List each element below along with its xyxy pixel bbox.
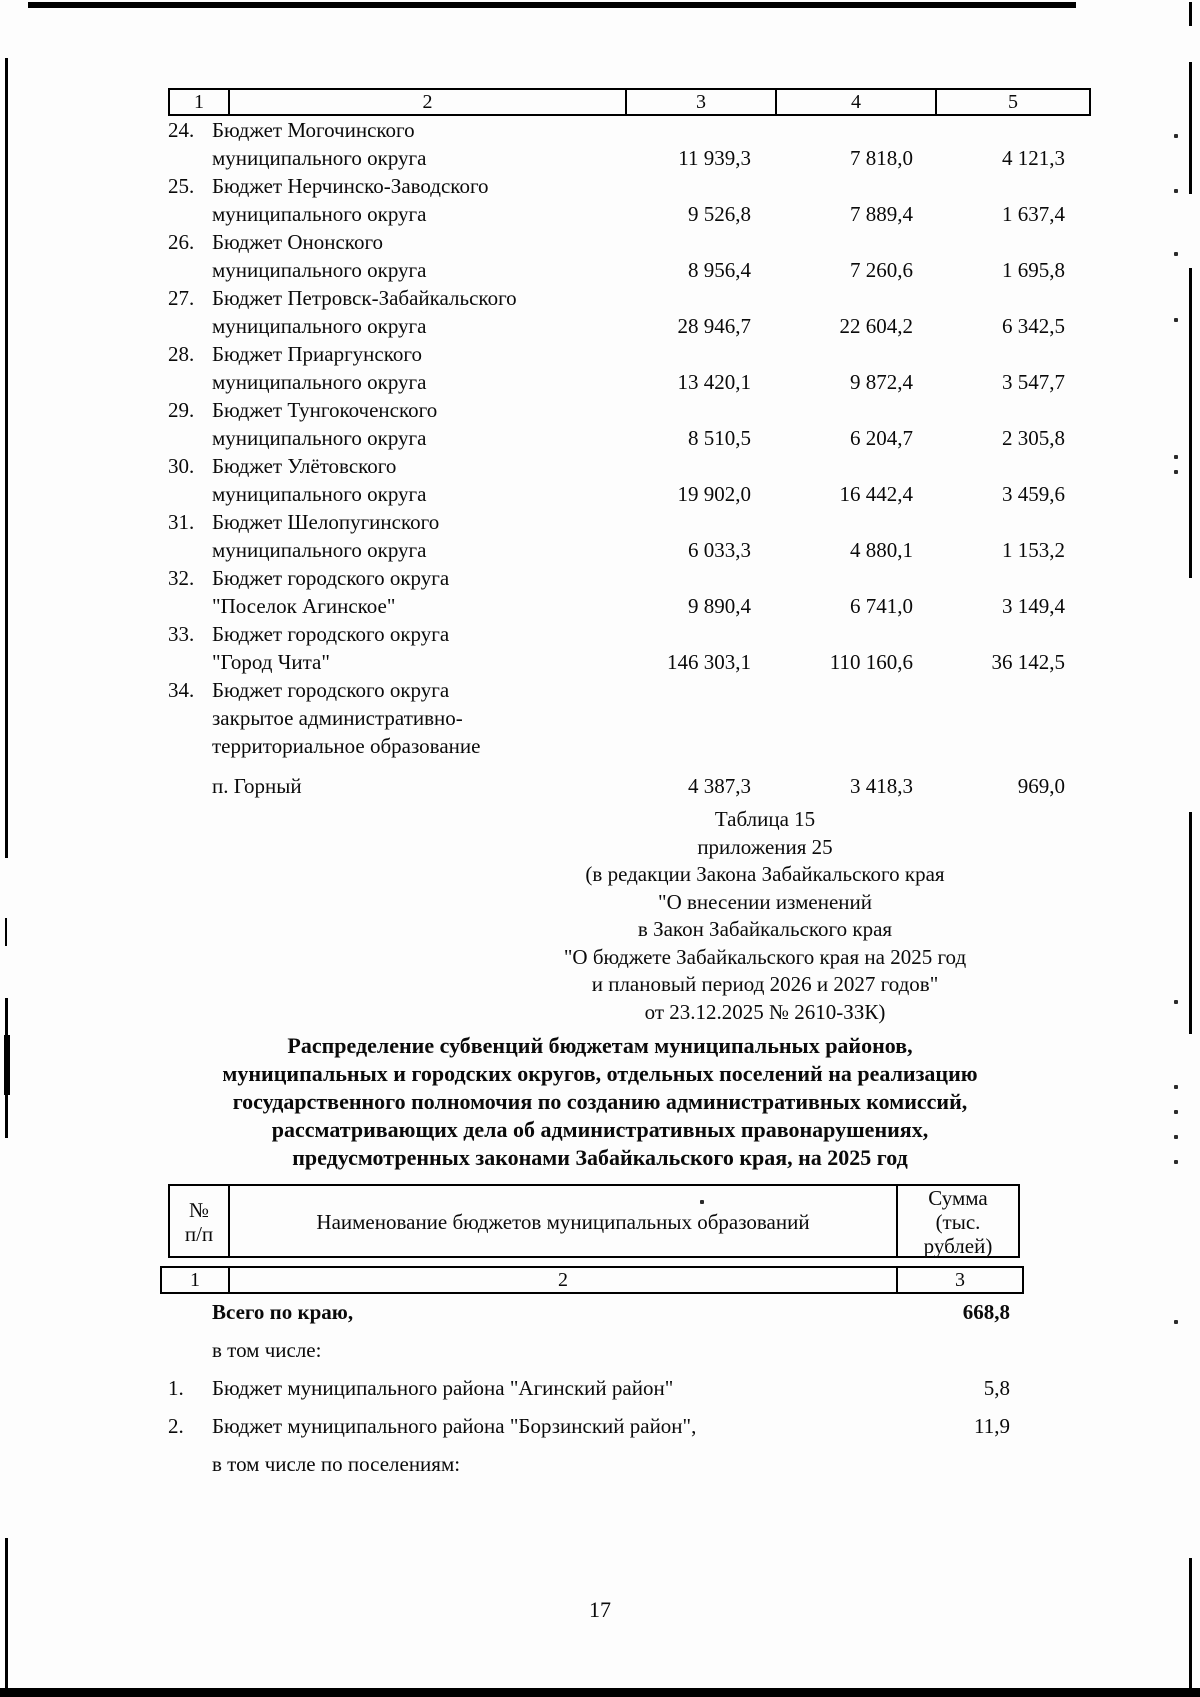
row-value-col3: 9 526,8 — [688, 202, 751, 226]
scan-artifact-dot — [1174, 252, 1178, 256]
scan-artifact-dot — [1174, 470, 1178, 474]
row-name — [212, 116, 627, 172]
scan-artifact-dot — [1174, 455, 1178, 459]
row-name-line: Бюджет городского округа — [212, 678, 450, 702]
table2-index-col3: 3 — [955, 1268, 965, 1291]
row-value-col5: 2 305,8 — [1002, 426, 1065, 450]
row-name — [212, 172, 627, 228]
row-value-col4: 9 872,4 — [850, 370, 913, 394]
row-name-line: Бюджет городского округа — [212, 566, 450, 590]
table1-row — [168, 228, 1091, 284]
table1-header-col5: 5 — [1008, 90, 1018, 113]
table1-row — [168, 340, 1091, 396]
table2-index-col2: 2 — [230, 1268, 898, 1292]
row-name-line: муниципального округа — [212, 538, 427, 562]
table2-row — [168, 1338, 1020, 1362]
table2-header-sum-line: Сумма — [928, 1186, 988, 1210]
document-title-line: государственного полномочия по созданию административных комиссий, — [232, 1089, 968, 1114]
row-name-line: п. Горный — [212, 774, 302, 798]
row-name — [212, 340, 627, 396]
table1-row — [168, 172, 1091, 228]
scan-artifact-right-border — [1189, 1558, 1192, 1690]
row-name: в том числе: — [212, 1338, 322, 1362]
document-title-line: рассматривающих дела об административных правонарушениях, — [271, 1117, 929, 1142]
row-name-line: муниципального округа — [212, 482, 427, 506]
table2-header-name: Наименование бюджетов муниципальных образований — [230, 1186, 898, 1258]
scan-artifact-left-border — [4, 1035, 10, 1095]
row-number: 30. — [168, 454, 195, 478]
table1-body — [168, 116, 1091, 800]
row-value-col4: 6 204,7 — [850, 426, 913, 450]
table1-row — [168, 620, 1091, 676]
row-value: 5,8 — [983, 1376, 1010, 1400]
annex-line: приложения 25 — [697, 834, 833, 859]
annex-line: в Закон Забайкальского края — [637, 917, 893, 941]
row-value-col4: 3 418,3 — [850, 774, 913, 798]
table1-row — [168, 116, 1091, 172]
table2-body — [168, 1300, 1020, 1490]
row-value-col5: 969,0 — [1017, 774, 1065, 798]
table1-header-col3: 3 — [627, 90, 777, 114]
row-number: 2. — [168, 1414, 184, 1438]
row-value-col5: 3 459,6 — [1002, 482, 1065, 506]
scan-artifact-right-border — [1189, 62, 1192, 194]
row-number: 25. — [168, 174, 195, 198]
row-value-col3: 8 510,5 — [688, 426, 751, 450]
scan-artifact-top-border — [28, 2, 1076, 8]
row-name-line: Бюджет Ононского — [212, 230, 384, 254]
scan-artifact-dot — [1174, 1110, 1178, 1114]
annex-reference-block — [420, 806, 1110, 1026]
scan-artifact-dot — [1174, 1160, 1178, 1164]
row-number: 29. — [168, 398, 195, 422]
row-value-col3: 13 420,1 — [677, 370, 751, 394]
row-value-col4: 4 880,1 — [850, 538, 913, 562]
table2-row — [168, 1300, 1020, 1324]
row-name-line: муниципального округа — [212, 314, 427, 338]
row-value-col3: 6 033,3 — [688, 538, 751, 562]
annex-line: (в редакции Закона Забайкальского края — [585, 862, 945, 886]
row-value-col5: 36 142,5 — [991, 650, 1065, 674]
row-value-col3: 11 939,3 — [678, 146, 751, 170]
row-name-line: территориальное образование — [212, 734, 481, 758]
row-value: 11,9 — [974, 1414, 1010, 1438]
row-name — [212, 284, 627, 340]
row-value-col5: 4 121,3 — [1002, 146, 1065, 170]
row-value-col5: 3 149,4 — [1002, 594, 1065, 618]
table1-row — [168, 396, 1091, 452]
table2-header-num-line: п/п — [184, 1222, 214, 1246]
scan-artifact-dot — [1174, 1085, 1178, 1089]
document-title-line: Распределение субвенций бюджетам муниципальных районов, — [287, 1033, 913, 1058]
annex-line: "О бюджете Забайкальского края на 2025 год — [563, 944, 967, 969]
row-value-col5: 6 342,5 — [1002, 314, 1065, 338]
row-name: Бюджет муниципального района "Борзинский район", — [212, 1414, 697, 1438]
row-name-line: муниципального округа — [212, 426, 427, 450]
scan-artifact-right-border — [1189, 268, 1192, 578]
row-name: Бюджет муниципального района "Агинский район" — [212, 1376, 674, 1400]
scan-artifact-dot — [1174, 318, 1178, 322]
annex-line: "О внесении изменений — [658, 889, 872, 914]
row-name-line: муниципального округа — [212, 202, 427, 226]
row-value-col3: 146 303,1 — [667, 650, 751, 674]
row-name — [212, 620, 627, 676]
document-title-line: предусмотренных законами Забайкальского края, на 2025 год — [292, 1145, 908, 1170]
row-number: 31. — [168, 510, 195, 534]
annex-line: и плановый период 2026 и 2027 годов" — [591, 972, 939, 996]
row-name — [212, 564, 627, 620]
scan-artifact-dot — [1174, 189, 1178, 193]
row-name-line: Бюджет Приаргунского — [212, 342, 422, 366]
row-name: Всего по краю, — [212, 1300, 354, 1324]
scan-artifact-dot — [1174, 134, 1178, 138]
row-value-col3: 19 902,0 — [677, 482, 751, 506]
table2-row — [168, 1376, 1020, 1400]
page-number: 17 — [589, 1597, 611, 1622]
row-name-line: муниципального округа — [212, 258, 427, 282]
table1-header-col4: 4 — [777, 90, 937, 114]
table2-header-num-line: № — [188, 1198, 210, 1222]
row-name-line: "Поселок Агинское" — [212, 594, 396, 618]
row-number: 27. — [168, 286, 195, 310]
row-number — [168, 1300, 212, 1324]
row-value-col4: 110 160,6 — [829, 650, 913, 674]
table1-row — [168, 564, 1091, 620]
table2-index-col1: 1 — [162, 1268, 230, 1292]
row-number: 32. — [168, 566, 195, 590]
row-name — [212, 676, 627, 800]
table2-header-num — [170, 1186, 230, 1258]
scan-artifact-left-border — [5, 918, 7, 946]
scan-artifact-dot — [1174, 1135, 1178, 1139]
document-title-line: муниципальных и городских округов, отдельных поселений на реализацию — [222, 1061, 978, 1086]
row-name-line: Бюджет Улётовского — [212, 454, 397, 478]
row-name-line: Бюджет Шелопугинского — [212, 510, 440, 534]
row-value-col4: 7 889,4 — [850, 202, 913, 226]
row-value-col4: 7 818,0 — [850, 146, 913, 170]
row-number: 26. — [168, 230, 195, 254]
table2-row — [168, 1452, 1020, 1476]
table1-row — [168, 452, 1091, 508]
table1-header-col1: 1 — [170, 90, 230, 114]
scan-artifact-dot — [1174, 1000, 1178, 1004]
row-name-line: "Город Чита" — [212, 650, 330, 674]
row-value-col4: 22 604,2 — [839, 314, 913, 338]
row-value-col4: 7 260,6 — [850, 258, 913, 282]
row-name — [212, 396, 627, 452]
table2-header-sum-line: рублей) — [923, 1234, 993, 1258]
scan-artifact-right-border — [1189, 2, 1192, 26]
row-name-line: муниципального округа — [212, 370, 427, 394]
row-value-col4: 16 442,4 — [839, 482, 913, 506]
row-value-col3: 8 956,4 — [688, 258, 751, 282]
row-value-col4: 6 741,0 — [850, 594, 913, 618]
row-number: 24. — [168, 118, 195, 142]
row-value-col5: 1 153,2 — [1002, 538, 1065, 562]
row-value-col3: 28 946,7 — [677, 314, 751, 338]
row-value — [900, 1452, 1020, 1476]
table2-header-sum — [898, 1186, 1018, 1258]
row-name-line: закрытое административно- — [212, 706, 463, 730]
row-number: 1. — [168, 1376, 184, 1400]
row-name-line: Бюджет Тунгокоченского — [212, 398, 438, 422]
row-number — [168, 1452, 212, 1476]
row-value — [900, 1338, 1020, 1362]
row-value: 668,8 — [962, 1300, 1010, 1324]
row-number: 34. — [168, 678, 195, 702]
row-name-line: Бюджет городского округа — [212, 622, 450, 646]
scan-artifact-dot — [1174, 1320, 1178, 1324]
table2-header — [168, 1184, 1020, 1258]
row-number: 28. — [168, 342, 195, 366]
row-value-col5: 3 547,7 — [1002, 370, 1065, 394]
table1-row — [168, 284, 1091, 340]
scan-artifact-right-border — [1189, 812, 1192, 1034]
scan-artifact-bottom-border — [0, 1688, 1200, 1697]
row-name — [212, 452, 627, 508]
document-title — [165, 1032, 1035, 1172]
row-name-line: муниципального округа — [212, 146, 427, 170]
row-name — [212, 228, 627, 284]
table1-row — [168, 508, 1091, 564]
table2-column-index-row — [160, 1266, 1024, 1294]
row-name-line: Бюджет Нерчинско-Заводского — [212, 174, 489, 198]
row-value-col3: 4 387,3 — [688, 774, 751, 798]
row-number — [168, 1338, 212, 1362]
row-value-col3: 9 890,4 — [688, 594, 751, 618]
annex-line: от 23.12.2025 № 2610-ЗЗК) — [644, 999, 886, 1024]
row-number: 33. — [168, 622, 195, 646]
table1-header-col2: 2 — [230, 90, 627, 114]
scan-artifact-left-border — [5, 58, 8, 858]
row-name — [212, 508, 627, 564]
scan-artifact-left-border — [5, 1538, 8, 1697]
row-value-col5: 1 637,4 — [1002, 202, 1065, 226]
annex-line: Таблица 15 — [714, 807, 816, 831]
row-name-line: Бюджет Могочинского — [212, 118, 415, 142]
row-value-col5: 1 695,8 — [1002, 258, 1065, 282]
row-name-line: Бюджет Петровск-Забайкальского — [212, 286, 517, 310]
table1-row — [168, 676, 1091, 800]
table2-row — [168, 1414, 1020, 1438]
table1-column-index-header — [168, 88, 1091, 116]
row-name: в том числе по поселениям: — [212, 1452, 461, 1476]
table2-header-sum-line: (тыс. — [935, 1210, 981, 1234]
